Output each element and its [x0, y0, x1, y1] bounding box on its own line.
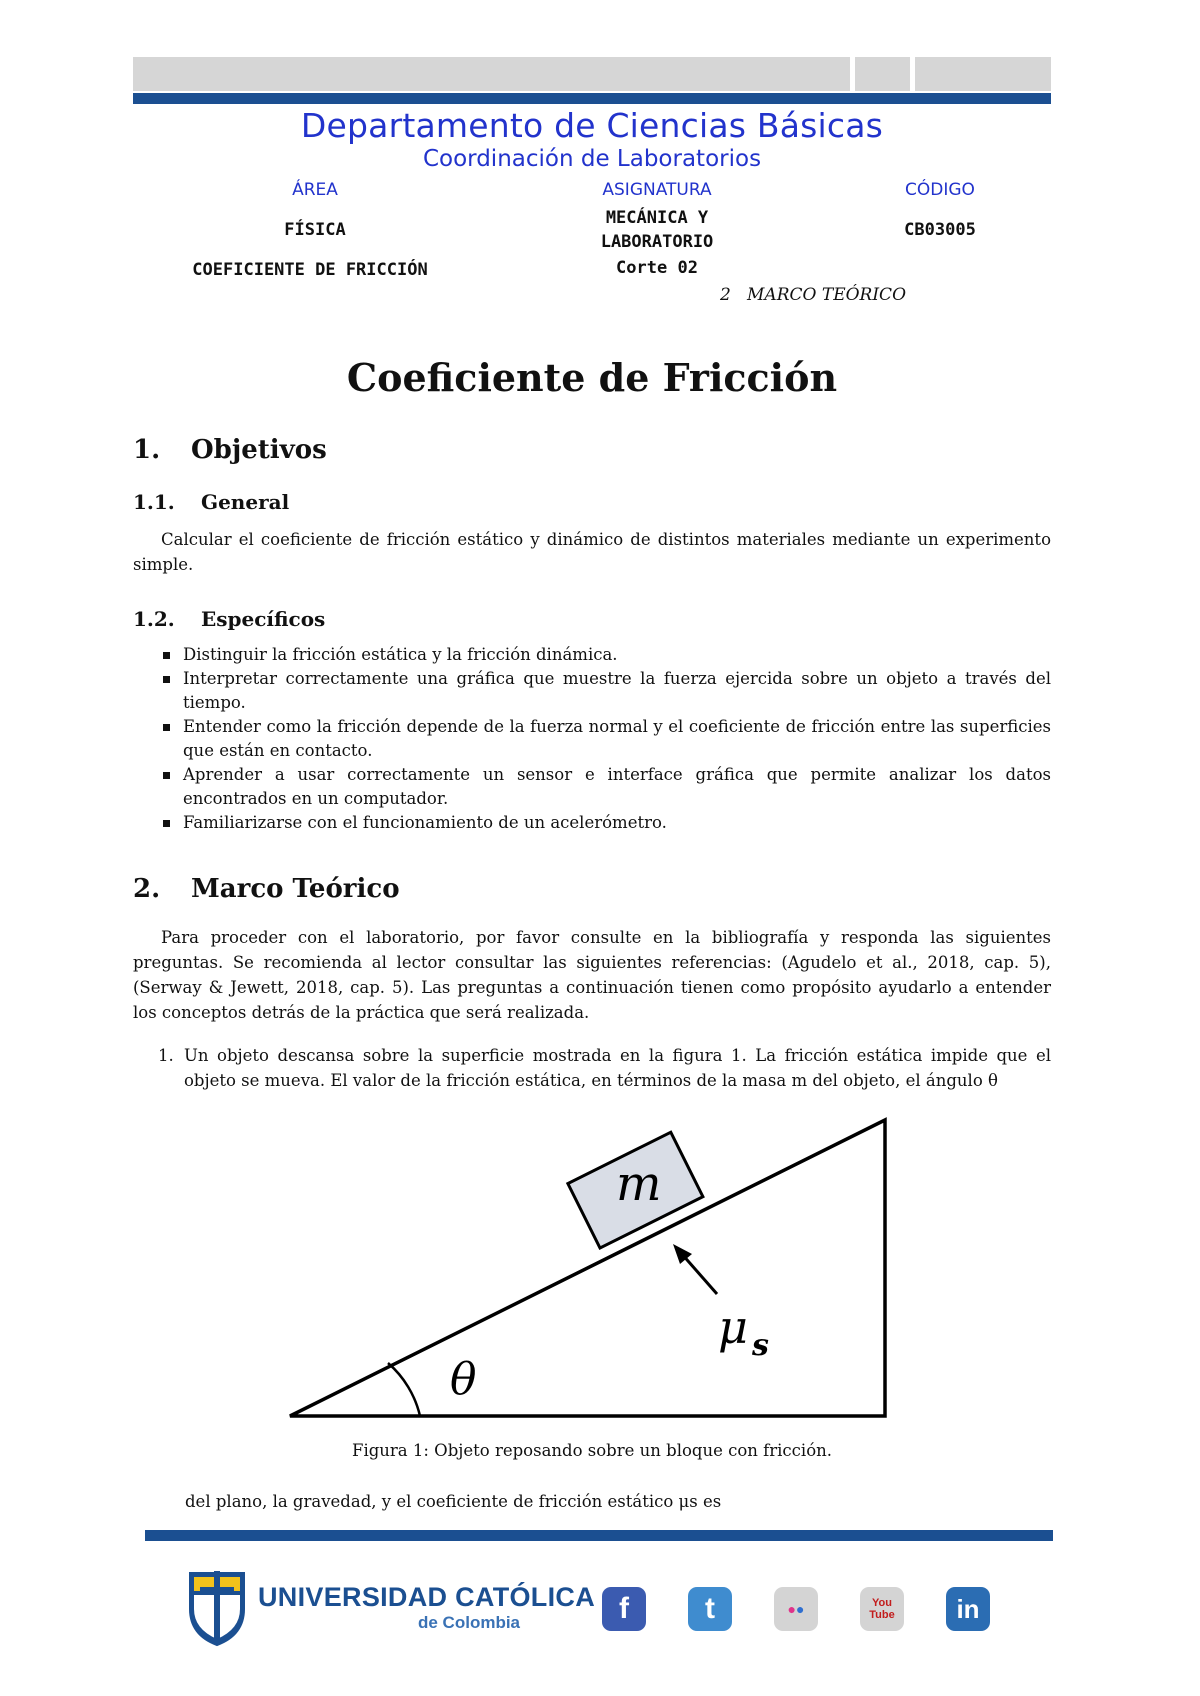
- section-1-1-title: General: [201, 490, 290, 514]
- list-item: [133, 715, 1051, 763]
- objective-text: Interpretar correctamente una gráfica que muestre la fuerza ejercida sobre un objeto a través del tiempo.: [183, 669, 1051, 712]
- flickr-dots-blue: ●: [796, 1601, 805, 1617]
- angle-arc: [388, 1363, 420, 1416]
- flickr-icon[interactable]: [774, 1587, 818, 1631]
- section-1-number: 1.: [133, 435, 161, 465]
- section-2-heading: [133, 874, 400, 904]
- objective-text: Entender como la fricción depende de la fuerza normal y el coeficiente de fricción entre las superficies que están en contacto.: [183, 717, 1051, 760]
- department-title: Departamento de Ciencias Básicas: [300, 106, 884, 145]
- theory-paragraph: [133, 925, 1051, 1025]
- objective-text: Familiarizarse con el funcionamiento de un acelerómetro.: [183, 813, 667, 832]
- mass-symbol: m: [616, 1156, 662, 1212]
- subject-label: ASIGNATURA: [602, 180, 712, 200]
- mu-symbol: μ: [718, 1300, 748, 1354]
- bullet-square-icon: [163, 676, 170, 683]
- question-1-text: Un objeto descansa sobre la superficie mostrada en la figura 1. La fricción estática impide que el objeto se mueva. El valor de la fricción estática, en términos de la masa m del objeto, el ángulo θ: [184, 1046, 1051, 1090]
- mu-subscript: s: [752, 1328, 769, 1363]
- question-1-number: 1.: [158, 1046, 174, 1065]
- twitter-icon[interactable]: [688, 1587, 732, 1631]
- bullet-square-icon: [163, 820, 170, 827]
- section-1-1-heading: [133, 490, 289, 514]
- twitter-glyph: t: [705, 1592, 715, 1625]
- header-gray-bar-right: [915, 57, 1051, 91]
- friction-arrow-shaft: [681, 1253, 717, 1294]
- continuation-text: del plano, la gravedad, y el coeficiente de fricción estático μs es: [185, 1492, 722, 1511]
- list-item: [133, 667, 1051, 715]
- linkedin-glyph: in: [956, 1593, 980, 1624]
- theory-text: Para proceder con el laboratorio, por favor consulte en la bibliografía y responda las siguientes preguntas. Se recomienda al lector consultar las siguientes referencias: (Agudelo et al., 2018, cap. 5), (Serway & Jewett, 2018, cap. 5). Las preguntas a continuación tienen como propósito ayudarlo a entender los conceptos detrás de la práctica que será realizada.: [133, 928, 1051, 1022]
- section-1-title: Objetivos: [191, 435, 327, 465]
- objective-text: Aprender a usar correctamente un sensor e interface gráfica que permite analizar los datos encontrados en un computador.: [183, 765, 1051, 808]
- subject-value-line2: LABORATORIO: [600, 232, 714, 252]
- bullet-square-icon: [163, 724, 170, 731]
- area-label: ÁREA: [292, 180, 338, 200]
- university-country: de Colombia: [418, 1613, 521, 1632]
- list-item: [133, 643, 1051, 667]
- header-gray-bar-mid: [855, 57, 910, 91]
- angle-symbol: θ: [450, 1354, 477, 1405]
- list-item: [133, 763, 1051, 811]
- youtube-icon[interactable]: [860, 1587, 904, 1631]
- subject-value-line1: MECÁNICA Y: [605, 208, 709, 228]
- area-value: FÍSICA: [284, 220, 346, 240]
- facebook-icon[interactable]: [602, 1587, 646, 1631]
- general-objective-text: Calcular el coeficiente de fricción estático y dinámico de distintos materiales mediante un experimento simple.: [133, 530, 1051, 574]
- flickr-dots: ●: [787, 1601, 796, 1617]
- incline-triangle: [290, 1120, 885, 1416]
- footer-blue-bar: [145, 1530, 1053, 1541]
- list-item: [133, 811, 1051, 835]
- bullet-square-icon: [163, 652, 170, 659]
- document-title: Coeficiente de Fricción: [346, 355, 838, 400]
- section-2-number: 2.: [133, 874, 161, 904]
- inclined-plane-figure: [280, 1108, 900, 1433]
- code-value: CB03005: [904, 220, 976, 240]
- header-blue-bar: [133, 93, 1051, 104]
- facebook-glyph: f: [619, 1592, 629, 1625]
- topic-label: COEFICIENTE DE FRICCIÓN: [192, 260, 428, 280]
- university-logo-icon: [186, 1565, 248, 1647]
- youtube-glyph: You Tube: [869, 1597, 895, 1621]
- code-label: CÓDIGO: [905, 180, 975, 200]
- running-section-mark: 2 MARCO TEÓRICO: [720, 285, 907, 305]
- section-2-title: Marco Teórico: [191, 874, 400, 904]
- figure-1-caption: Figura 1: Objeto reposando sobre un bloque con fricción.: [352, 1441, 832, 1460]
- university-name: UNIVERSIDAD CATÓLICA: [258, 1582, 596, 1612]
- objective-text: Distinguir la fricción estática y la fricción dinámica.: [183, 645, 618, 664]
- section-1-2-title: Específicos: [201, 607, 326, 631]
- cut-label: Corte 02: [616, 258, 698, 278]
- section-1-heading: [133, 435, 327, 465]
- general-objective-paragraph: [133, 527, 1051, 577]
- bullet-square-icon: [163, 772, 170, 779]
- section-1-1-number: 1.1.: [133, 490, 175, 514]
- section-1-2-heading: [133, 607, 325, 631]
- header-gray-bar-main: [133, 57, 850, 91]
- specific-objectives-list: [133, 643, 1051, 835]
- section-1-2-number: 1.2.: [133, 607, 175, 631]
- question-1: [158, 1043, 1051, 1093]
- coordination-subtitle: Coordinación de Laboratorios: [422, 146, 762, 172]
- linkedin-icon[interactable]: [946, 1587, 990, 1631]
